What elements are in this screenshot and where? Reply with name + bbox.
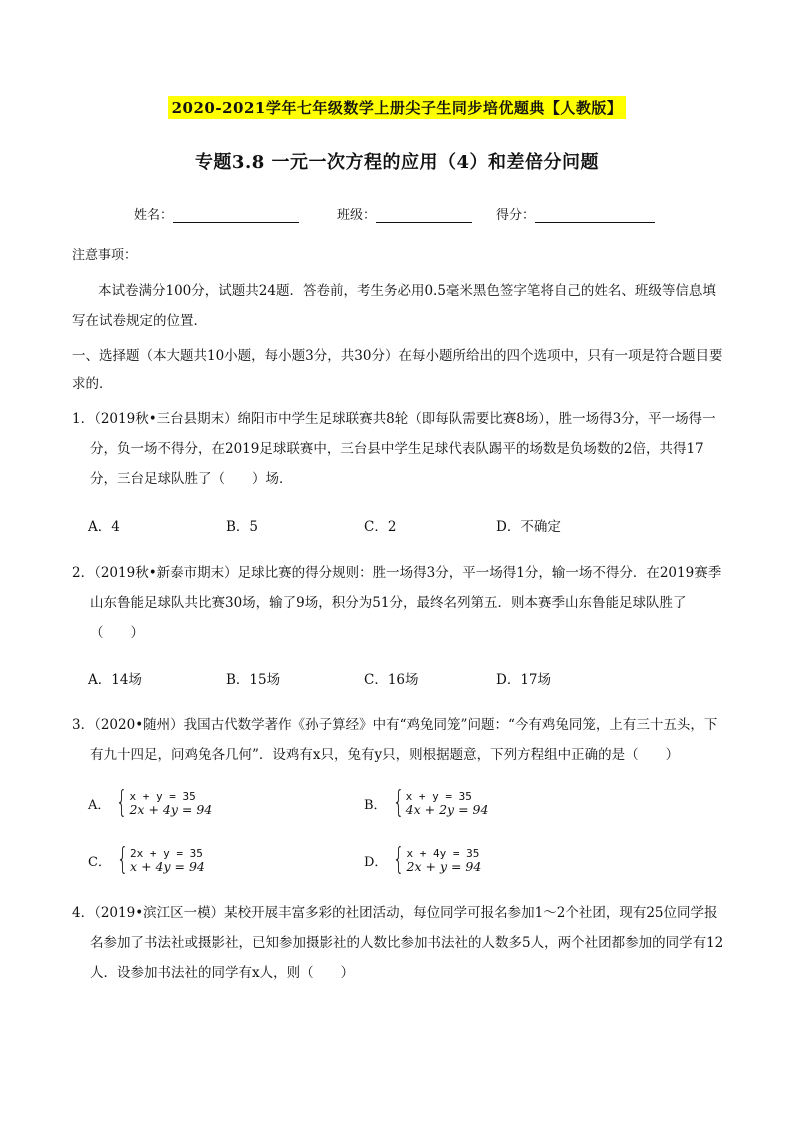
class-field: [337, 204, 496, 223]
q2-option-b[interactable]: B．15场: [226, 672, 281, 688]
brace-icon: {: [393, 842, 405, 877]
brace-icon: {: [116, 785, 128, 820]
q3-b-eq2: 4x + 2y = 94: [405, 802, 489, 817]
question-2: [72, 558, 724, 648]
q3-option-d[interactable]: [364, 842, 482, 877]
question-3: [72, 710, 724, 770]
q3-b-eq1: x + y = 35: [405, 790, 472, 803]
question-1: [72, 404, 724, 494]
score-field: [496, 204, 655, 223]
q3-option-c-label: C．: [88, 854, 111, 870]
question-1-options: [88, 515, 708, 535]
score-blank[interactable]: [535, 208, 655, 223]
q3-c-eq2: x + 4y = 94: [130, 859, 205, 874]
q1-option-d[interactable]: D．不确定: [496, 519, 561, 535]
q2-option-c[interactable]: C．16场: [364, 672, 419, 688]
section-heading: 一、选择题（本大题共10小题，每小题3分，共30分）在每小题所给出的四个选项中，只有一项是符合题目要求的．: [72, 348, 723, 392]
score-label: 得分：: [496, 208, 536, 223]
brace-icon: {: [392, 785, 404, 820]
q3-d-eq2: 2x + y = 94: [406, 859, 482, 874]
q1-option-b[interactable]: B．5: [226, 519, 259, 535]
q1-option-c[interactable]: C．2: [364, 519, 397, 535]
name-blank[interactable]: [173, 208, 299, 223]
question-3-text: 3．（2020•随州）我国古代数学著作《孙子算经》中有“鸡兔同笼”问题：“今有鸡兔同笼，上有三十五头，下有九十四足，问鸡兔各几何”．设鸡有x只，兔有y只，则根据题意，下列方程组中正确的是（ ）: [72, 717, 718, 763]
student-info-row: [134, 204, 674, 223]
q1-option-a[interactable]: A．4: [88, 519, 120, 535]
brace-icon: {: [116, 842, 129, 877]
q3-option-c[interactable]: [88, 842, 205, 877]
q2-option-a[interactable]: A．14场: [88, 672, 142, 688]
class-label: 班级：: [337, 208, 377, 223]
series-header: [0, 96, 794, 119]
q3-a-eq2: 2x + 4y = 94: [129, 802, 213, 817]
q3-d-eq1: x + 4y = 35: [406, 847, 480, 860]
q3-option-b[interactable]: [364, 785, 489, 820]
question-2-text: 2．（2019秋•新泰市期末）足球比赛的得分规则：胜一场得3分，平一场得1分，输一场不得分．在2019赛季山东鲁能足球队共比赛30场，输了9场，积分为51分，最终名列第五．则本赛季山东鲁能足球队胜了（ ）: [72, 565, 722, 641]
series-title: 2020-2021学年七年级数学上册尖子生同步培优题典【人教版】: [168, 96, 627, 119]
q3-option-a[interactable]: [88, 785, 213, 820]
class-blank[interactable]: [376, 208, 472, 223]
notes-heading: 注意事项：: [72, 248, 138, 263]
q2-option-d[interactable]: D．17场: [496, 672, 552, 688]
question-1-text: 1．（2019秋•三台县期末）绵阳市中学生足球联赛共8轮（即每队需要比赛8场），胜一场得3分，平一场得一分，负一场不得分，在2019足球联赛中，三台县中学生足球代表队踢平的场数是负场数的2倍，共得17分，三台足球队胜了（ ）场．: [72, 411, 716, 487]
name-field: [134, 204, 337, 223]
q3-c-eq1: 2x + y = 35: [130, 847, 203, 860]
notes-body: 本试卷满分100分，试题共24题．答卷前，考生务必用0.5毫米黑色签字笔将自己的姓名、班级等信息填写在试卷规定的位置．: [72, 283, 716, 329]
q3-option-a-label: A．: [88, 797, 111, 813]
question-2-options: [88, 668, 708, 688]
q3-option-d-label: D．: [364, 854, 388, 870]
q3-option-b-label: B．: [364, 797, 387, 813]
question-4: [72, 898, 724, 988]
name-label: 姓名：: [134, 208, 174, 223]
q3-a-eq1: x + y = 35: [129, 790, 196, 803]
question-4-text: 4．（2019•滨江区一模）某校开展丰富多彩的社团活动，每位同学可报名参加1～2个社团，现有25位同学报名参加了书法社或摄影社，已知参加摄影社的人数比参加书法社的人数多5人，两个社团都参加的同学有12人．设参加书法社的同学有x人，则（ ）: [72, 905, 724, 981]
page-title: 专题3.8 一元一次方程的应用（4）和差倍分问题: [194, 152, 600, 173]
